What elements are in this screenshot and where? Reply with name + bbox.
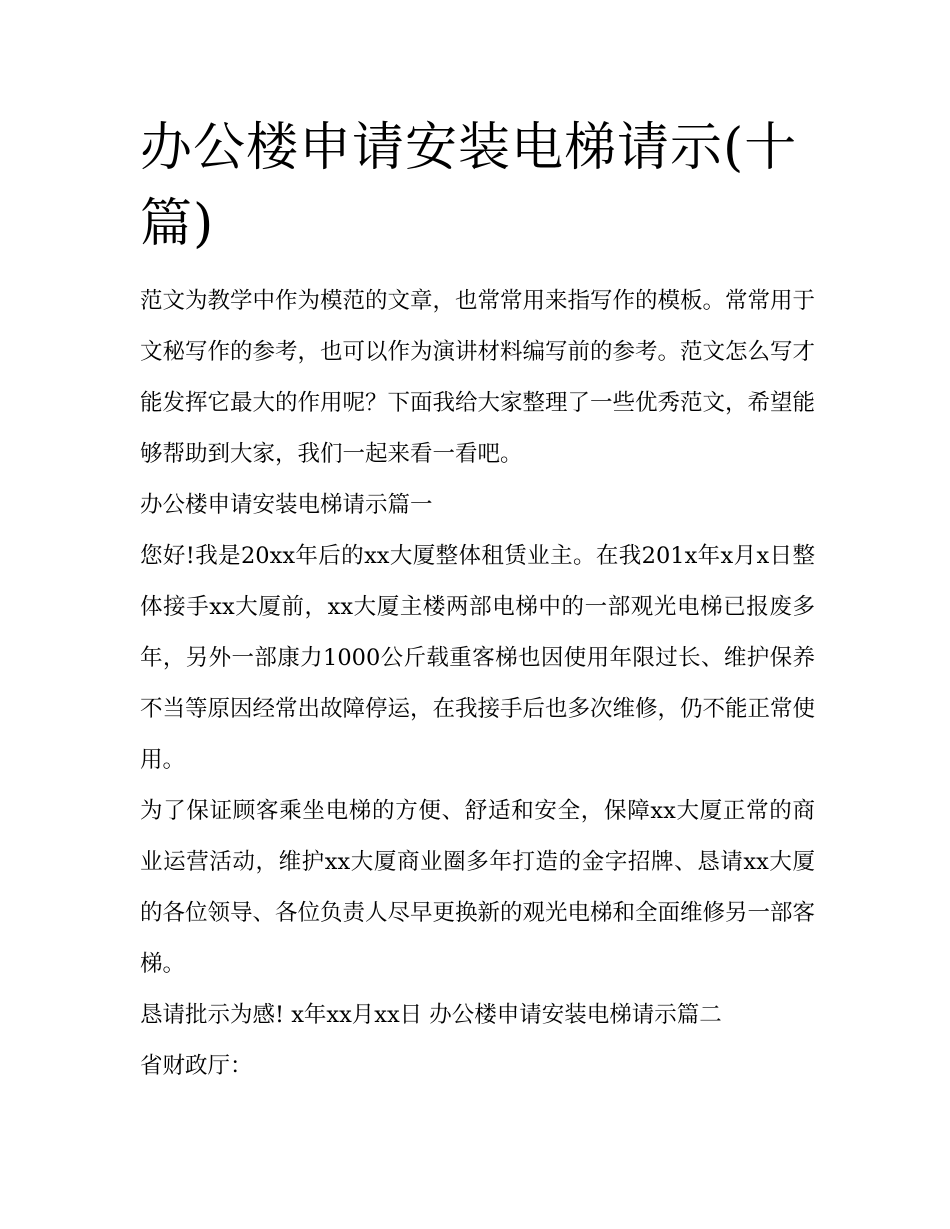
body-paragraph: 您好!我是20xx年后的xx大厦整体租赁业主。在我201x年x月x日整体接手xx大厦前，xx大厦主楼两部电梯中的一部观光电梯已报废多年，另外一部康力1000公斤载重客梯也因使用年限过长、维护保养不当等原因经常出故障停运，在我接手后也多次维修，仍不能正常使用。 <box>140 543 816 773</box>
section-heading: 办公楼申请安装电梯请示篇一 <box>140 492 433 518</box>
body-paragraph: 为了保证顾客乘坐电梯的方便、舒适和安全，保障xx大厦正常的商业运营活动，维护xx大厦商业圈多年打造的金字招牌、恳请xx大厦的各位领导、各位负责人尽早更换新的观光电梯和全面维修另一部客梯。 <box>140 798 816 977</box>
recipient-line: 省财政厅： <box>140 1053 253 1079</box>
intro-paragraph: 范文为教学中作为模范的文章，也常常用来指写作的模板。常常用于文秘写作的参考，也可以作为演讲材料编写前的参考。范文怎么写才能发挥它最大的作用呢？下面我给大家整理了一些优秀范文，希望能够帮助到大家，我们一起来看一看吧。 <box>140 288 816 467</box>
document-title: 办公楼申请安装电梯请示(十篇) <box>140 118 798 254</box>
closing-paragraph: 恳请批示为感! x年xx月xx日 办公楼申请安装电梯请示篇二 <box>140 1002 722 1028</box>
document-body <box>140 276 815 1092</box>
